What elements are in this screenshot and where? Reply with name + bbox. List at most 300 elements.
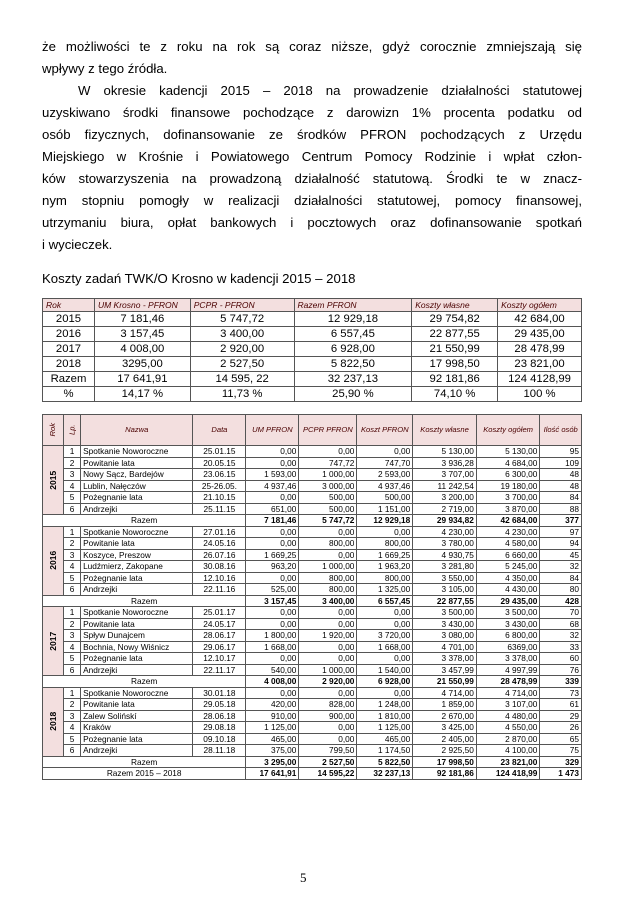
- detail-cell: 3 720,00: [357, 630, 413, 642]
- detail-row: [43, 699, 582, 711]
- year-total-cell: 28 478,99: [476, 676, 540, 688]
- summary-cell: 14 595, 22: [190, 372, 294, 387]
- summary-cell: 21 550,99: [412, 342, 498, 357]
- detail-cell: 1 668,00: [357, 641, 413, 653]
- detail-cell: 4 230,00: [476, 526, 540, 538]
- summary-row: [43, 357, 582, 372]
- detail-cell: Koszyce, Preszow: [81, 549, 193, 561]
- detail-cell: 5: [64, 492, 81, 504]
- detail-cell: 25.01.15: [193, 446, 246, 458]
- summary-cell: 17 641,91: [94, 372, 190, 387]
- detail-cell: 3 430,00: [413, 618, 477, 630]
- summary-cell: 3 157,45: [94, 327, 190, 342]
- detail-cell: 3: [64, 549, 81, 561]
- detail-header-label: Rok: [48, 423, 58, 437]
- year-total-cell: 5 822,50: [357, 756, 413, 768]
- detail-cell: Bochnia, Nowy Wiśnicz: [81, 641, 193, 653]
- detail-cell: Spływ Dunajcem: [81, 630, 193, 642]
- summary-row: [43, 387, 582, 402]
- detail-header-label: Data: [211, 425, 228, 435]
- grand-total-cell: 32 237,13: [357, 768, 413, 780]
- detail-cell: 24.05.17: [193, 618, 246, 630]
- detail-cell: 4 550,00: [476, 722, 540, 734]
- detail-cell: 800,00: [299, 538, 357, 550]
- detail-cell: 22.11.17: [193, 664, 246, 676]
- detail-cell: 0,00: [299, 653, 357, 665]
- detail-row: [43, 607, 582, 619]
- detail-cell: 651,00: [246, 503, 299, 515]
- detail-cell: 28.06.17: [193, 630, 246, 642]
- year-total-cell: 29 934,82: [413, 515, 477, 527]
- detail-header-cell: [357, 415, 413, 446]
- detail-cell: 0,00: [357, 653, 413, 665]
- detail-cell: 3 936,28: [413, 457, 477, 469]
- detail-cell: 3 378,00: [476, 653, 540, 665]
- detail-cell: 60: [540, 653, 582, 665]
- detail-cell: 2 670,00: [413, 710, 477, 722]
- detail-cell: 6 800,00: [476, 630, 540, 642]
- detail-cell: 76: [540, 664, 582, 676]
- detail-cell: 3 105,00: [413, 584, 477, 596]
- detail-cell: Lublin, Nałęczów: [81, 480, 193, 492]
- detail-cell: 4 100,00: [476, 745, 540, 757]
- detail-cell: 0,00: [246, 572, 299, 584]
- detail-cell: 29.08.18: [193, 722, 246, 734]
- detail-cell: Spotkanie Noworoczne: [81, 526, 193, 538]
- detail-cell: 1 125,00: [246, 722, 299, 734]
- detail-header-cell: [476, 415, 540, 446]
- detail-cell: 4 997,99: [476, 664, 540, 676]
- detail-cell: 4 430,00: [476, 584, 540, 596]
- detail-cell: 3 700,00: [476, 492, 540, 504]
- summary-cell: 22 877,55: [412, 327, 498, 342]
- text-line: ków stowarzyszenia na prowadzoną działalność statutową. Środki te w znacz-: [42, 171, 582, 186]
- year-total-cell: 29 435,00: [476, 595, 540, 607]
- detail-cell: 4 684,00: [476, 457, 540, 469]
- detail-cell: 2: [64, 457, 81, 469]
- detail-cell: 4 937,46: [246, 480, 299, 492]
- detail-cell: 29.06.17: [193, 641, 246, 653]
- detail-cell: 3 281,80: [413, 561, 477, 573]
- text-line: i wycieczek.: [42, 237, 113, 252]
- detail-row: [43, 664, 582, 676]
- detail-cell: 800,00: [357, 538, 413, 550]
- year-total-cell: 377: [540, 515, 582, 527]
- summary-cell: 2018: [43, 357, 95, 372]
- detail-cell: 1: [64, 526, 81, 538]
- summary-cell: 5 822,50: [294, 357, 412, 372]
- detail-cell: 0,00: [299, 722, 357, 734]
- detail-cell: 6: [64, 503, 81, 515]
- summary-row: [43, 327, 582, 342]
- detail-row: [43, 687, 582, 699]
- detail-cell: 30.08.16: [193, 561, 246, 573]
- detail-cell: 2 405,00: [413, 733, 477, 745]
- detail-cell: 3 780,00: [413, 538, 477, 550]
- detail-cell: 420,00: [246, 699, 299, 711]
- year-total-cell: 23 821,00: [476, 756, 540, 768]
- detail-cell: 2 925,50: [413, 745, 477, 757]
- detail-cell: 465,00: [246, 733, 299, 745]
- detail-cell: 799,50: [299, 745, 357, 757]
- year-label: 2016: [47, 551, 58, 570]
- detail-cell: 747,70: [357, 457, 413, 469]
- detail-cell: Powitanie lata: [81, 699, 193, 711]
- detail-row: [43, 710, 582, 722]
- detail-cell: 800,00: [357, 572, 413, 584]
- detail-cell: Andrzejki: [81, 584, 193, 596]
- year-label: 2017: [47, 631, 58, 651]
- detail-cell: 1 248,00: [357, 699, 413, 711]
- year-total-row: [43, 756, 582, 768]
- text-line: osób fizycznych, dofinansowanie ze środków PFRON pochodzących z Urzędu: [42, 127, 582, 142]
- summary-header-cell: Koszty własne: [412, 299, 498, 312]
- detail-cell: 5: [64, 653, 81, 665]
- detail-header-cell: [81, 415, 193, 446]
- detail-cell: 0,00: [299, 641, 357, 653]
- text-line: że możliwości te z roku na rok są coraz niższe, gdyż corocznie zmniejszają się: [42, 39, 582, 54]
- detail-cell: 0,00: [246, 446, 299, 458]
- detail-cell: 21.10.15: [193, 492, 246, 504]
- detail-cell: 3 870,00: [476, 503, 540, 515]
- detail-header-cell: [246, 415, 299, 446]
- summary-header-cell: Rok: [43, 299, 95, 312]
- detail-cell: 4: [64, 561, 81, 573]
- detail-cell: 3 425,00: [413, 722, 477, 734]
- detail-row: [43, 653, 582, 665]
- detail-cell: 26: [540, 722, 582, 734]
- year-total-cell: 339: [540, 676, 582, 688]
- detail-cell: 48: [540, 469, 582, 481]
- detail-row: [43, 561, 582, 573]
- year-total-cell: 7 181,46: [246, 515, 299, 527]
- detail-cell: 4: [64, 480, 81, 492]
- detail-cell: 4 580,00: [476, 538, 540, 550]
- detail-cell: 0,00: [246, 526, 299, 538]
- detail-cell: 45: [540, 549, 582, 561]
- year-total-cell: 22 877,55: [413, 595, 477, 607]
- detail-cell: 1 593,00: [246, 469, 299, 481]
- summary-cell: 2 527,50: [190, 357, 294, 372]
- detail-row: [43, 572, 582, 584]
- detail-cell: 3 500,00: [413, 607, 477, 619]
- detail-cell: 6: [64, 745, 81, 757]
- detail-cell: Pożegnanie lata: [81, 733, 193, 745]
- detail-cell: 0,00: [246, 492, 299, 504]
- detail-cell: 5 245,00: [476, 561, 540, 573]
- detail-cell: 88: [540, 503, 582, 515]
- summary-cell: %: [43, 387, 95, 402]
- detail-row: [43, 549, 582, 561]
- summary-header-cell: UM Krosno - PFRON: [94, 299, 190, 312]
- detail-cell: 4 930,75: [413, 549, 477, 561]
- detail-cell: 6369,00: [476, 641, 540, 653]
- detail-cell: 0,00: [246, 653, 299, 665]
- year-cell: [43, 687, 64, 756]
- detail-cell: 1 000,00: [299, 561, 357, 573]
- detail-cell: 32: [540, 630, 582, 642]
- grand-total-cell: 17 641,91: [246, 768, 299, 780]
- detail-cell: 1: [64, 687, 81, 699]
- detail-cell: 80: [540, 584, 582, 596]
- detail-cell: 09.10.18: [193, 733, 246, 745]
- detail-cell: 65: [540, 733, 582, 745]
- detail-cell: 84: [540, 492, 582, 504]
- detail-header-label: Koszty ogółem: [483, 425, 534, 435]
- text-line: uzyskiwano środki finansowe pochodzące z darowizn 1% procenta podatku od: [42, 105, 582, 120]
- summary-cell: 32 237,13: [294, 372, 412, 387]
- detail-cell: 19 180,00: [476, 480, 540, 492]
- detail-cell: 68: [540, 618, 582, 630]
- year-total-cell: 2 920,00: [299, 676, 357, 688]
- detail-cell: 3 430,00: [476, 618, 540, 630]
- summary-cell: 4 008,00: [94, 342, 190, 357]
- summary-table: [42, 298, 582, 402]
- detail-cell: 1 125,00: [357, 722, 413, 734]
- detail-cell: 3 000,00: [299, 480, 357, 492]
- year-cell: [43, 607, 64, 676]
- detail-row: [43, 469, 582, 481]
- detail-cell: 1: [64, 446, 81, 458]
- year-total-cell: 329: [540, 756, 582, 768]
- detail-row: [43, 630, 582, 642]
- detail-cell: 0,00: [299, 618, 357, 630]
- detail-row: [43, 526, 582, 538]
- detail-cell: 3 200,00: [413, 492, 477, 504]
- detail-cell: Ludźmierz, Zakopane: [81, 561, 193, 573]
- detail-header-label: Koszt PFRON: [360, 425, 409, 435]
- detail-cell: 3 707,00: [413, 469, 477, 481]
- summary-cell: 6 928,00: [294, 342, 412, 357]
- detail-header-cell: [193, 415, 246, 446]
- detail-cell: 1 151,00: [357, 503, 413, 515]
- summary-cell: 29 754,82: [412, 312, 498, 327]
- year-total-cell: Razem: [43, 515, 246, 527]
- summary-cell: 92 181,86: [412, 372, 498, 387]
- detail-cell: 6 660,00: [476, 549, 540, 561]
- detail-cell: Pożegnanie lata: [81, 653, 193, 665]
- detail-cell: 70: [540, 607, 582, 619]
- detail-cell: 5 130,00: [413, 446, 477, 458]
- detail-cell: 1 963,20: [357, 561, 413, 573]
- detail-cell: 27.01.16: [193, 526, 246, 538]
- detail-cell: 800,00: [299, 572, 357, 584]
- detail-cell: Powitanie lata: [81, 538, 193, 550]
- year-total-cell: 6 928,00: [357, 676, 413, 688]
- detail-cell: 4 937,46: [357, 480, 413, 492]
- detail-cell: 3 457,99: [413, 664, 477, 676]
- detail-row: [43, 618, 582, 630]
- text-line: W okresie kadencji 2015 – 2018 na prowadzenie działalności statutowej: [78, 83, 582, 98]
- detail-cell: 0,00: [357, 607, 413, 619]
- detail-cell: 3: [64, 710, 81, 722]
- detail-cell: 3 500,00: [476, 607, 540, 619]
- detail-cell: 4: [64, 641, 81, 653]
- detail-cell: 500,00: [357, 492, 413, 504]
- detail-cell: 0,00: [357, 618, 413, 630]
- grand-total-row: [43, 768, 582, 780]
- year-total-row: [43, 676, 582, 688]
- detail-cell: 6: [64, 664, 81, 676]
- detail-row: [43, 641, 582, 653]
- year-label: 2018: [47, 712, 58, 731]
- detail-cell: 73: [540, 687, 582, 699]
- detail-cell: 25.01.17: [193, 607, 246, 619]
- summary-cell: 42 684,00: [498, 312, 582, 327]
- detail-cell: 32: [540, 561, 582, 573]
- year-total-cell: Razem: [43, 595, 246, 607]
- detail-cell: 540,00: [246, 664, 299, 676]
- detail-header-label: Koszty własne: [420, 425, 469, 435]
- summary-header-cell: Razem PFRON: [294, 299, 412, 312]
- summary-cell: 25,90 %: [294, 387, 412, 402]
- detail-cell: 109: [540, 457, 582, 469]
- detail-cell: 0,00: [246, 457, 299, 469]
- detail-cell: 2: [64, 699, 81, 711]
- summary-row: [43, 312, 582, 327]
- detail-cell: 4 230,00: [413, 526, 477, 538]
- detail-cell: 25.11.15: [193, 503, 246, 515]
- detail-cell: Powitanie lata: [81, 618, 193, 630]
- paragraph-2: [42, 80, 582, 256]
- summary-cell: 6 557,45: [294, 327, 412, 342]
- detail-cell: Andrzejki: [81, 745, 193, 757]
- detail-cell: 12.10.17: [193, 653, 246, 665]
- detail-header-label: Ilość osób: [543, 425, 578, 435]
- detail-cell: 24.05.16: [193, 538, 246, 550]
- summary-cell: 74,10 %: [412, 387, 498, 402]
- detail-row: [43, 503, 582, 515]
- detail-row: [43, 745, 582, 757]
- grand-total-cell: 14 595,22: [299, 768, 357, 780]
- detail-cell: Nowy Sącz, Bardejów: [81, 469, 193, 481]
- detail-cell: 1 669,25: [357, 549, 413, 561]
- detail-cell: 25-26.05.: [193, 480, 246, 492]
- year-total-cell: 12 929,18: [357, 515, 413, 527]
- detail-row: [43, 584, 582, 596]
- detail-cell: 800,00: [299, 584, 357, 596]
- detail-row: [43, 492, 582, 504]
- year-total-cell: Razem: [43, 756, 246, 768]
- summary-row: [43, 342, 582, 357]
- detail-cell: 84: [540, 572, 582, 584]
- detail-header-label: UM PFRON: [252, 425, 293, 435]
- detail-cell: Spotkanie Noworoczne: [81, 446, 193, 458]
- detail-cell: 1 920,00: [299, 630, 357, 642]
- detail-cell: Spotkanie Noworoczne: [81, 687, 193, 699]
- detail-cell: 1 669,25: [246, 549, 299, 561]
- detail-cell: 20.05.15: [193, 457, 246, 469]
- detail-cell: 1: [64, 607, 81, 619]
- detail-table: [42, 414, 582, 780]
- detail-cell: 4 714,00: [413, 687, 477, 699]
- summary-header-cell: PCPR - PFRON: [190, 299, 294, 312]
- detail-header-label: Nazwa: [125, 425, 149, 435]
- detail-cell: 2: [64, 618, 81, 630]
- detail-cell: 33: [540, 641, 582, 653]
- detail-row: [43, 733, 582, 745]
- detail-cell: 1 000,00: [299, 469, 357, 481]
- detail-cell: 0,00: [246, 687, 299, 699]
- detail-cell: 0,00: [299, 549, 357, 561]
- summary-cell: 124 4128,99: [498, 372, 582, 387]
- year-label: 2015: [47, 470, 58, 490]
- detail-cell: 2 719,00: [413, 503, 477, 515]
- detail-cell: 0,00: [299, 526, 357, 538]
- summary-cell: 12 929,18: [294, 312, 412, 327]
- detail-cell: 0,00: [246, 607, 299, 619]
- detail-cell: 28.11.18: [193, 745, 246, 757]
- detail-cell: 29.05.18: [193, 699, 246, 711]
- detail-cell: 97: [540, 526, 582, 538]
- detail-cell: 0,00: [299, 687, 357, 699]
- detail-cell: 2 593,00: [357, 469, 413, 481]
- detail-cell: 48: [540, 480, 582, 492]
- detail-cell: 4 480,00: [476, 710, 540, 722]
- detail-cell: 0,00: [299, 733, 357, 745]
- year-total-cell: 3 400,00: [299, 595, 357, 607]
- grand-total-cell: 124 418,99: [476, 768, 540, 780]
- detail-cell: 3 378,00: [413, 653, 477, 665]
- year-total-cell: 2 527,50: [299, 756, 357, 768]
- detail-cell: 26.07.16: [193, 549, 246, 561]
- year-total-cell: 6 557,45: [357, 595, 413, 607]
- detail-cell: 0,00: [357, 687, 413, 699]
- detail-cell: 0,00: [246, 618, 299, 630]
- detail-cell: 29: [540, 710, 582, 722]
- year-total-cell: 21 550,99: [413, 676, 477, 688]
- summary-cell: 3 400,00: [190, 327, 294, 342]
- detail-cell: 6 300,00: [476, 469, 540, 481]
- summary-header-cell: Koszty ogółem: [498, 299, 582, 312]
- text-line: utrzymaniu biura, opłat bankowych i pocztowych oraz dofinansowanie spotkań: [42, 215, 582, 230]
- detail-cell: 0,00: [299, 446, 357, 458]
- detail-cell: 0,00: [357, 446, 413, 458]
- detail-cell: 22.11.16: [193, 584, 246, 596]
- detail-cell: 4: [64, 722, 81, 734]
- detail-cell: 3 550,00: [413, 572, 477, 584]
- grand-total-cell: 1 473: [540, 768, 582, 780]
- detail-cell: Andrzejki: [81, 503, 193, 515]
- detail-header-cell: [299, 415, 357, 446]
- detail-cell: 3: [64, 469, 81, 481]
- summary-cell: 14,17 %: [94, 387, 190, 402]
- paragraph-1: [42, 36, 582, 80]
- detail-cell: 2: [64, 538, 81, 550]
- detail-cell: 23.06.15: [193, 469, 246, 481]
- detail-cell: 900,00: [299, 710, 357, 722]
- detail-cell: 963,20: [246, 561, 299, 573]
- detail-cell: 4 350,00: [476, 572, 540, 584]
- detail-row: [43, 446, 582, 458]
- detail-cell: 94: [540, 538, 582, 550]
- summary-cell: Razem: [43, 372, 95, 387]
- detail-cell: 3 107,00: [476, 699, 540, 711]
- detail-cell: 4 701,00: [413, 641, 477, 653]
- detail-cell: 5: [64, 733, 81, 745]
- grand-total-cell: 92 181,86: [413, 768, 477, 780]
- summary-cell: 2 920,00: [190, 342, 294, 357]
- detail-cell: Kraków: [81, 722, 193, 734]
- detail-cell: 0,00: [357, 526, 413, 538]
- detail-cell: 75: [540, 745, 582, 757]
- detail-cell: Andrzejki: [81, 664, 193, 676]
- detail-cell: 1 325,00: [357, 584, 413, 596]
- detail-cell: 4 714,00: [476, 687, 540, 699]
- detail-cell: 0,00: [246, 538, 299, 550]
- detail-cell: 3 080,00: [413, 630, 477, 642]
- summary-cell: 2016: [43, 327, 95, 342]
